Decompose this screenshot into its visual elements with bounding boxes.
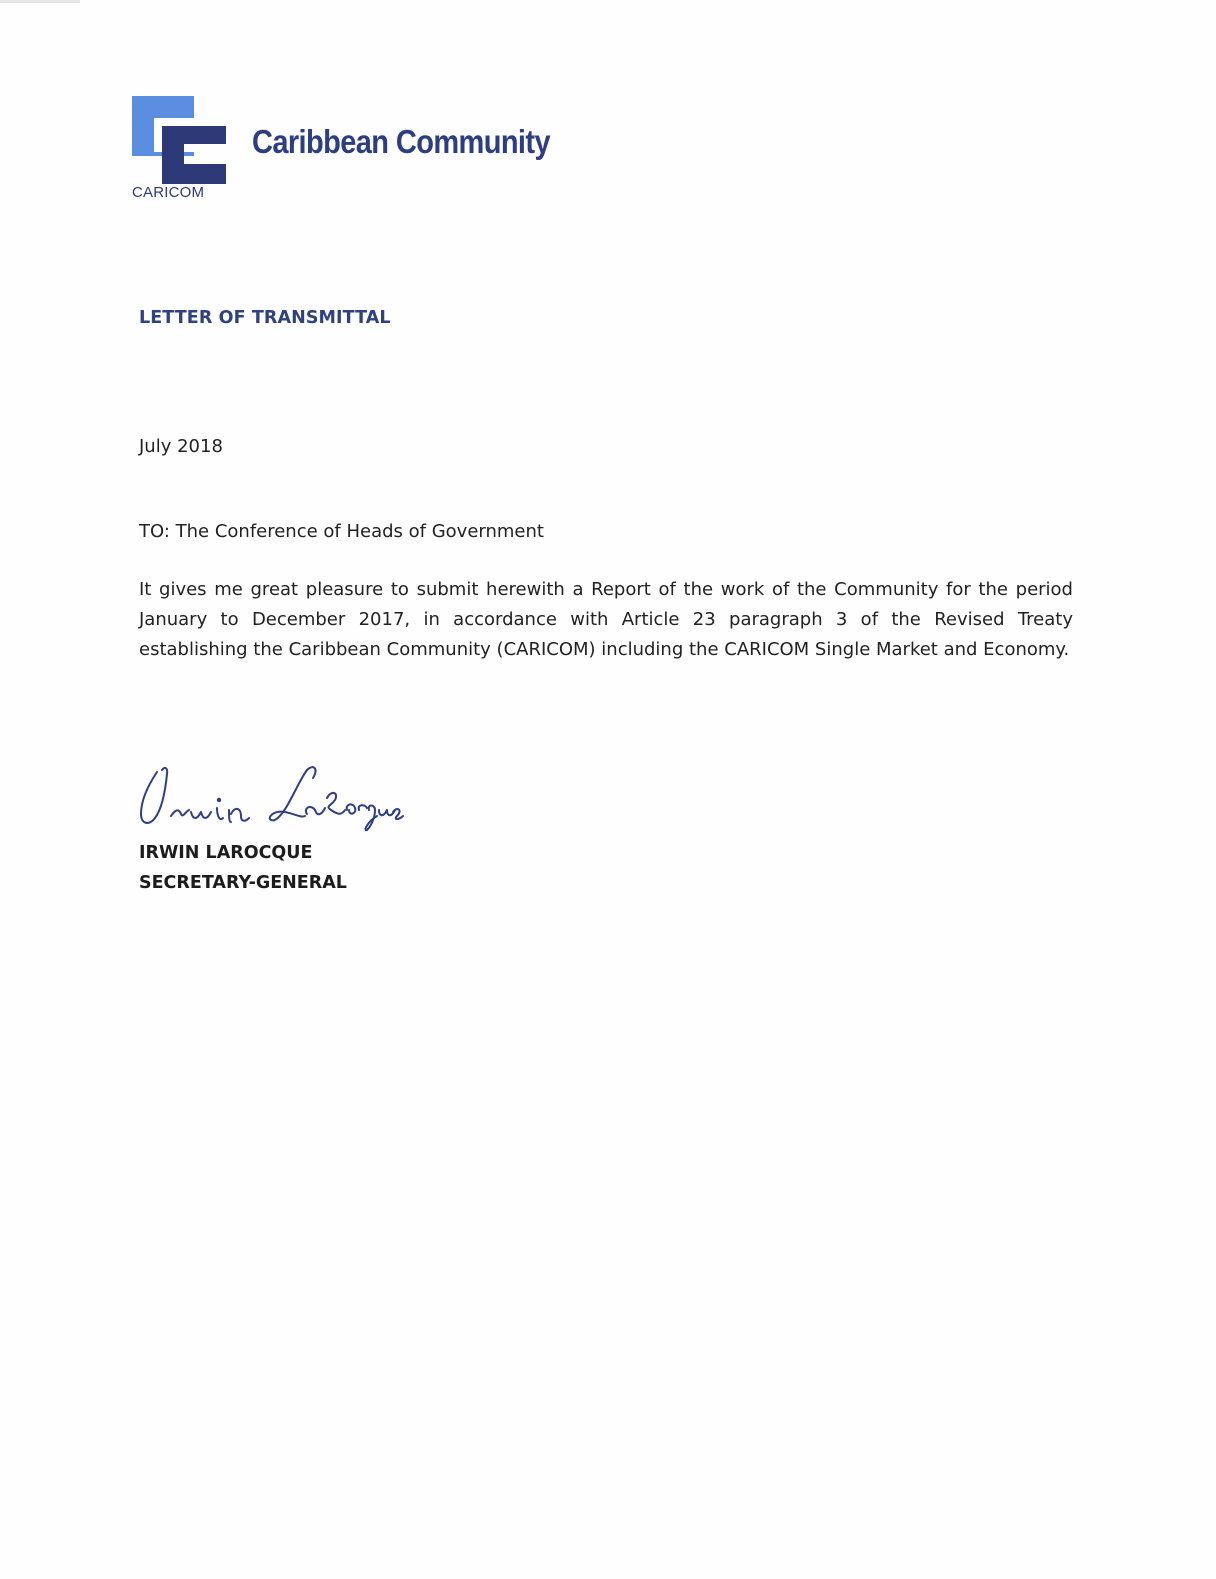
recipient-line: TO: The Conference of Heads of Government	[139, 521, 544, 542]
signer-name: IRWIN LAROCQUE	[139, 843, 313, 863]
signer-title: SECRETARY-GENERAL	[139, 873, 347, 893]
scan-artifact	[0, 0, 80, 3]
caricom-logo-icon	[132, 96, 228, 186]
body-paragraph: It gives me great pleasure to submit herewith a Report of the work of the Community for the period January to December 2017, in accordance with Article 23 paragraph 3 of the Revised Treaty establishing the Caribbean Community (CARICOM) including the CARICOM Single Market and Economy.	[139, 579, 1073, 660]
letter-date: July 2018	[139, 436, 223, 457]
logo-caption: CARICOM	[132, 184, 205, 201]
handwritten-signature	[135, 760, 405, 834]
organization-name: Caribbean Community	[252, 124, 550, 161]
document-title: LETTER OF TRANSMITTAL	[139, 308, 391, 328]
letterhead	[132, 96, 552, 206]
